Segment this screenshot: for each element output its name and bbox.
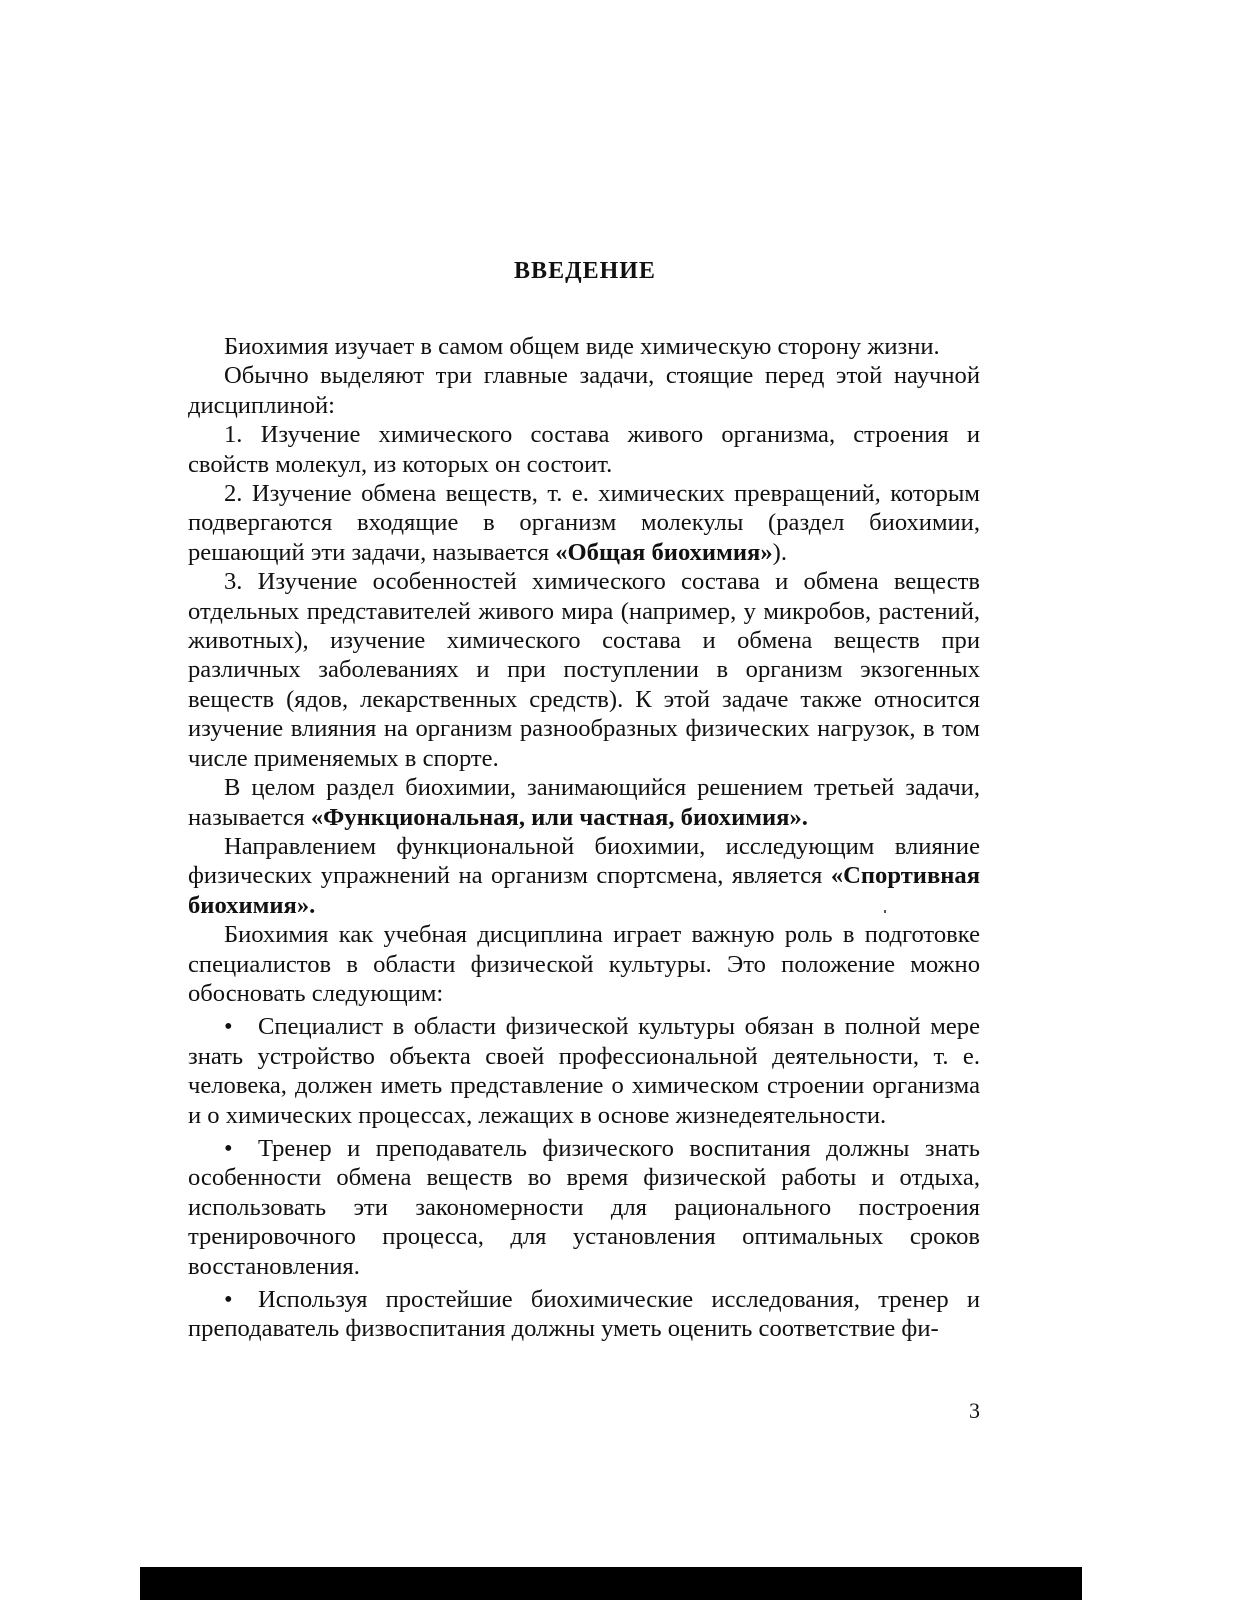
list-item — [188, 1012, 980, 1130]
paragraph-functional — [188, 773, 980, 832]
list-item — [188, 1285, 980, 1344]
paragraph-discipline: Биохимия как учебная дисциплина играет важную роль в подготовке специалистов в области физической культуры. Это положение можно обосновать следующим: — [188, 921, 980, 1007]
bullet-icon: • — [224, 1286, 233, 1313]
paragraph-task-1: 1. Изучение химического состава живого организма, строения и свойств молекул, из которых он состоит. — [188, 421, 980, 478]
paragraph-functional-text: В целом раздел биохимии, занимающийся решением третьей задачи, называется — [188, 774, 980, 831]
list-item-text: Специалист в области физической культуры обязан в полной мере знать устройство объекта своей профессиональной деятельности, т. е. человека, должен иметь представление о химическом строении организма и о химических процессах, лежащих в основе жизнедеятельности. — [188, 1013, 980, 1129]
paragraph-intro: Биохимия изучает в самом общем виде химическую сторону жизни. — [224, 333, 940, 360]
paragraph-task-3: 3. Изучение особенностей химического состава и обмена веществ отдельных представителей живого мира (например, у микробов, растений, животных), изучение химического состава и обмена веществ при различных заболеваниях и при поступлении в организм экзогенных веществ (ядов, лекарственных средств). К этой задаче также относится изучение влияния на организм разнообразных физических нагрузок, в том числе применяемых в спорте. — [188, 568, 980, 772]
list-item — [188, 1134, 980, 1281]
paragraph-task-2 — [188, 479, 980, 567]
bullet-icon: • — [224, 1013, 233, 1041]
list-item-text: Тренер и преподаватель физического воспитания должны знать особенности обмена веществ во время физической работы и отдыха, использовать эти закономерности для рационального построения тренировочного процесса, для установления оптимальных сроков восстановления. — [188, 1134, 980, 1280]
paragraph-task-2-end: ). — [772, 538, 787, 566]
term-sport-biochemistry: «Спортивная биохимия». — [188, 862, 980, 919]
paragraph-sport-text: Направлением функциональной биохимии, исследующим влияние физических упражнений на организм спортсмена, является — [188, 832, 980, 890]
bullet-icon: • — [224, 1134, 233, 1162]
page-number: 3 — [969, 1398, 980, 1423]
body-text — [188, 332, 980, 1344]
scan-artifact — [884, 910, 886, 913]
list-item-text: Используя простейшие биохимические исследования, тренер и преподаватель физвоспитания должны уметь оценить соответствие фи- — [188, 1286, 980, 1343]
scan-edge-bar — [140, 1567, 1082, 1600]
term-functional-biochemistry: «Функциональная, или частная, биохимия». — [310, 803, 808, 831]
term-general-biochemistry: «Общая биохимия» — [555, 538, 773, 566]
paragraph-tasks-intro: Обычно выделяют три главные задачи, стоящие перед этой научной дисциплиной: — [188, 362, 980, 419]
paragraph-task-2-text: 2. Изучение обмена веществ, т. е. химических превращений, которым подвергаются входящие в организм молекулы (раздел биохимии, решающий эти задачи, называется — [188, 480, 980, 566]
paragraph-sport — [188, 832, 980, 920]
page-title: ВВЕДЕНИЕ — [514, 258, 656, 284]
